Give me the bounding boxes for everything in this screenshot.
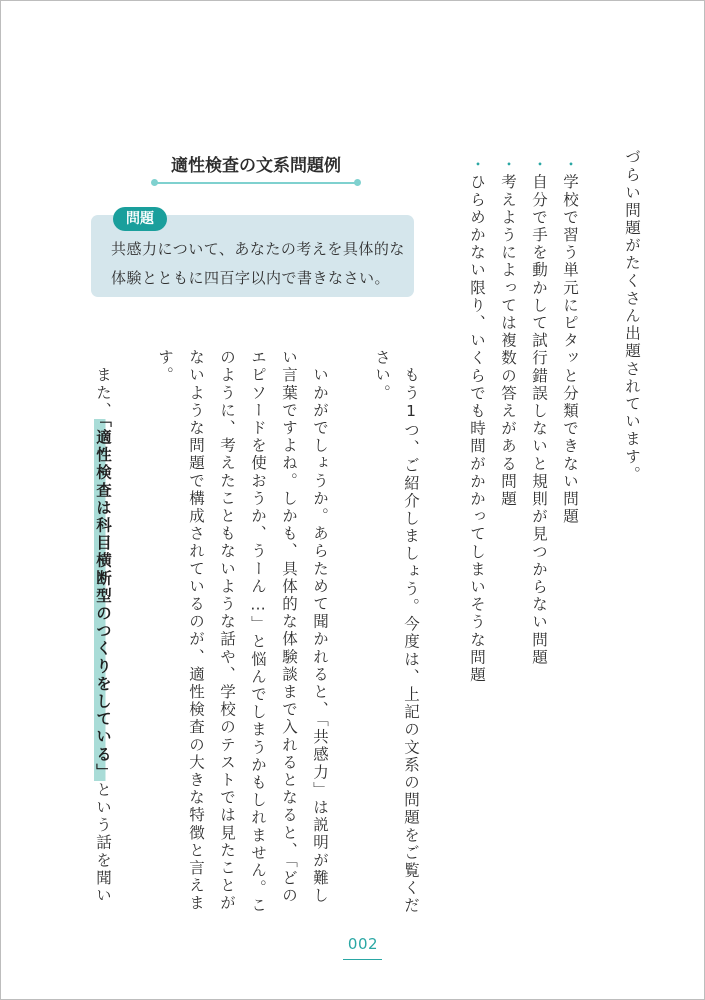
question-text: 共感力について、あなたの考えを具体的な体験とともに四百字以内で書きなさい。 (111, 240, 405, 287)
question-box (91, 211, 414, 297)
bullet-marker: ・ (499, 156, 517, 174)
text-line: のように、考えたこともないような話や、学校のテストでは見たことが (218, 349, 236, 913)
text-line: さい。 (373, 349, 391, 402)
title-dot-right (354, 179, 361, 186)
page-number-underline (343, 959, 382, 960)
text-suffix: という話を聞い (94, 781, 112, 905)
question-tag: 問題 (113, 207, 167, 231)
bullet-marker: ・ (561, 156, 579, 174)
text-line: ないような問題で構成されているのが、適性検査の大きな特徴と言えま (187, 349, 205, 913)
highlighted-phrase: 「適性検査は科目横断型のつくりをしている」 (94, 419, 112, 782)
text-prefix: また、 (94, 349, 112, 420)
text-line (88, 349, 117, 904)
text-line: づらい問題がたくさん出題されています。 (623, 149, 641, 484)
section-title (151, 151, 361, 191)
bullet-text: 学校で習う単元にピタッと分類できない問題 (561, 173, 579, 526)
bullet-item (555, 156, 584, 526)
text-line: もう1つ、ご紹介しましょう。今度は、上記の文系の問題をご覧くだ (402, 349, 420, 915)
bullet-marker: ・ (530, 156, 548, 174)
section-title-text: 適性検査の文系問題例 (171, 156, 341, 176)
title-underline (157, 182, 355, 184)
bullet-item (462, 156, 491, 684)
text-line: いかがでしょうか。あらためて聞かれると、「共感力」は説明が難し (311, 349, 329, 905)
bullet-item (524, 156, 553, 666)
bullet-item (493, 156, 522, 508)
text-line: エピソードを使おうか、うーん…」と悩んでしまうかもしれません。こ (249, 349, 267, 915)
bullet-marker: ・ (468, 156, 486, 174)
page-number: 002 (347, 935, 379, 953)
text-line: い言葉ですよね。しかも、具体的な体験談まで入れるとなると、「どの (280, 349, 298, 905)
bullet-text: 自分で手を動かして試行錯誤しないと規則が見つからない問題 (530, 173, 548, 667)
bullet-text: ひらめかない限り、いくらでも時間がかかってしまいそうな問題 (468, 173, 486, 685)
title-dot-left (151, 179, 158, 186)
text-line: す。 (156, 349, 174, 385)
bullet-text: 考えようによっては複数の答えがある問題 (499, 173, 517, 509)
